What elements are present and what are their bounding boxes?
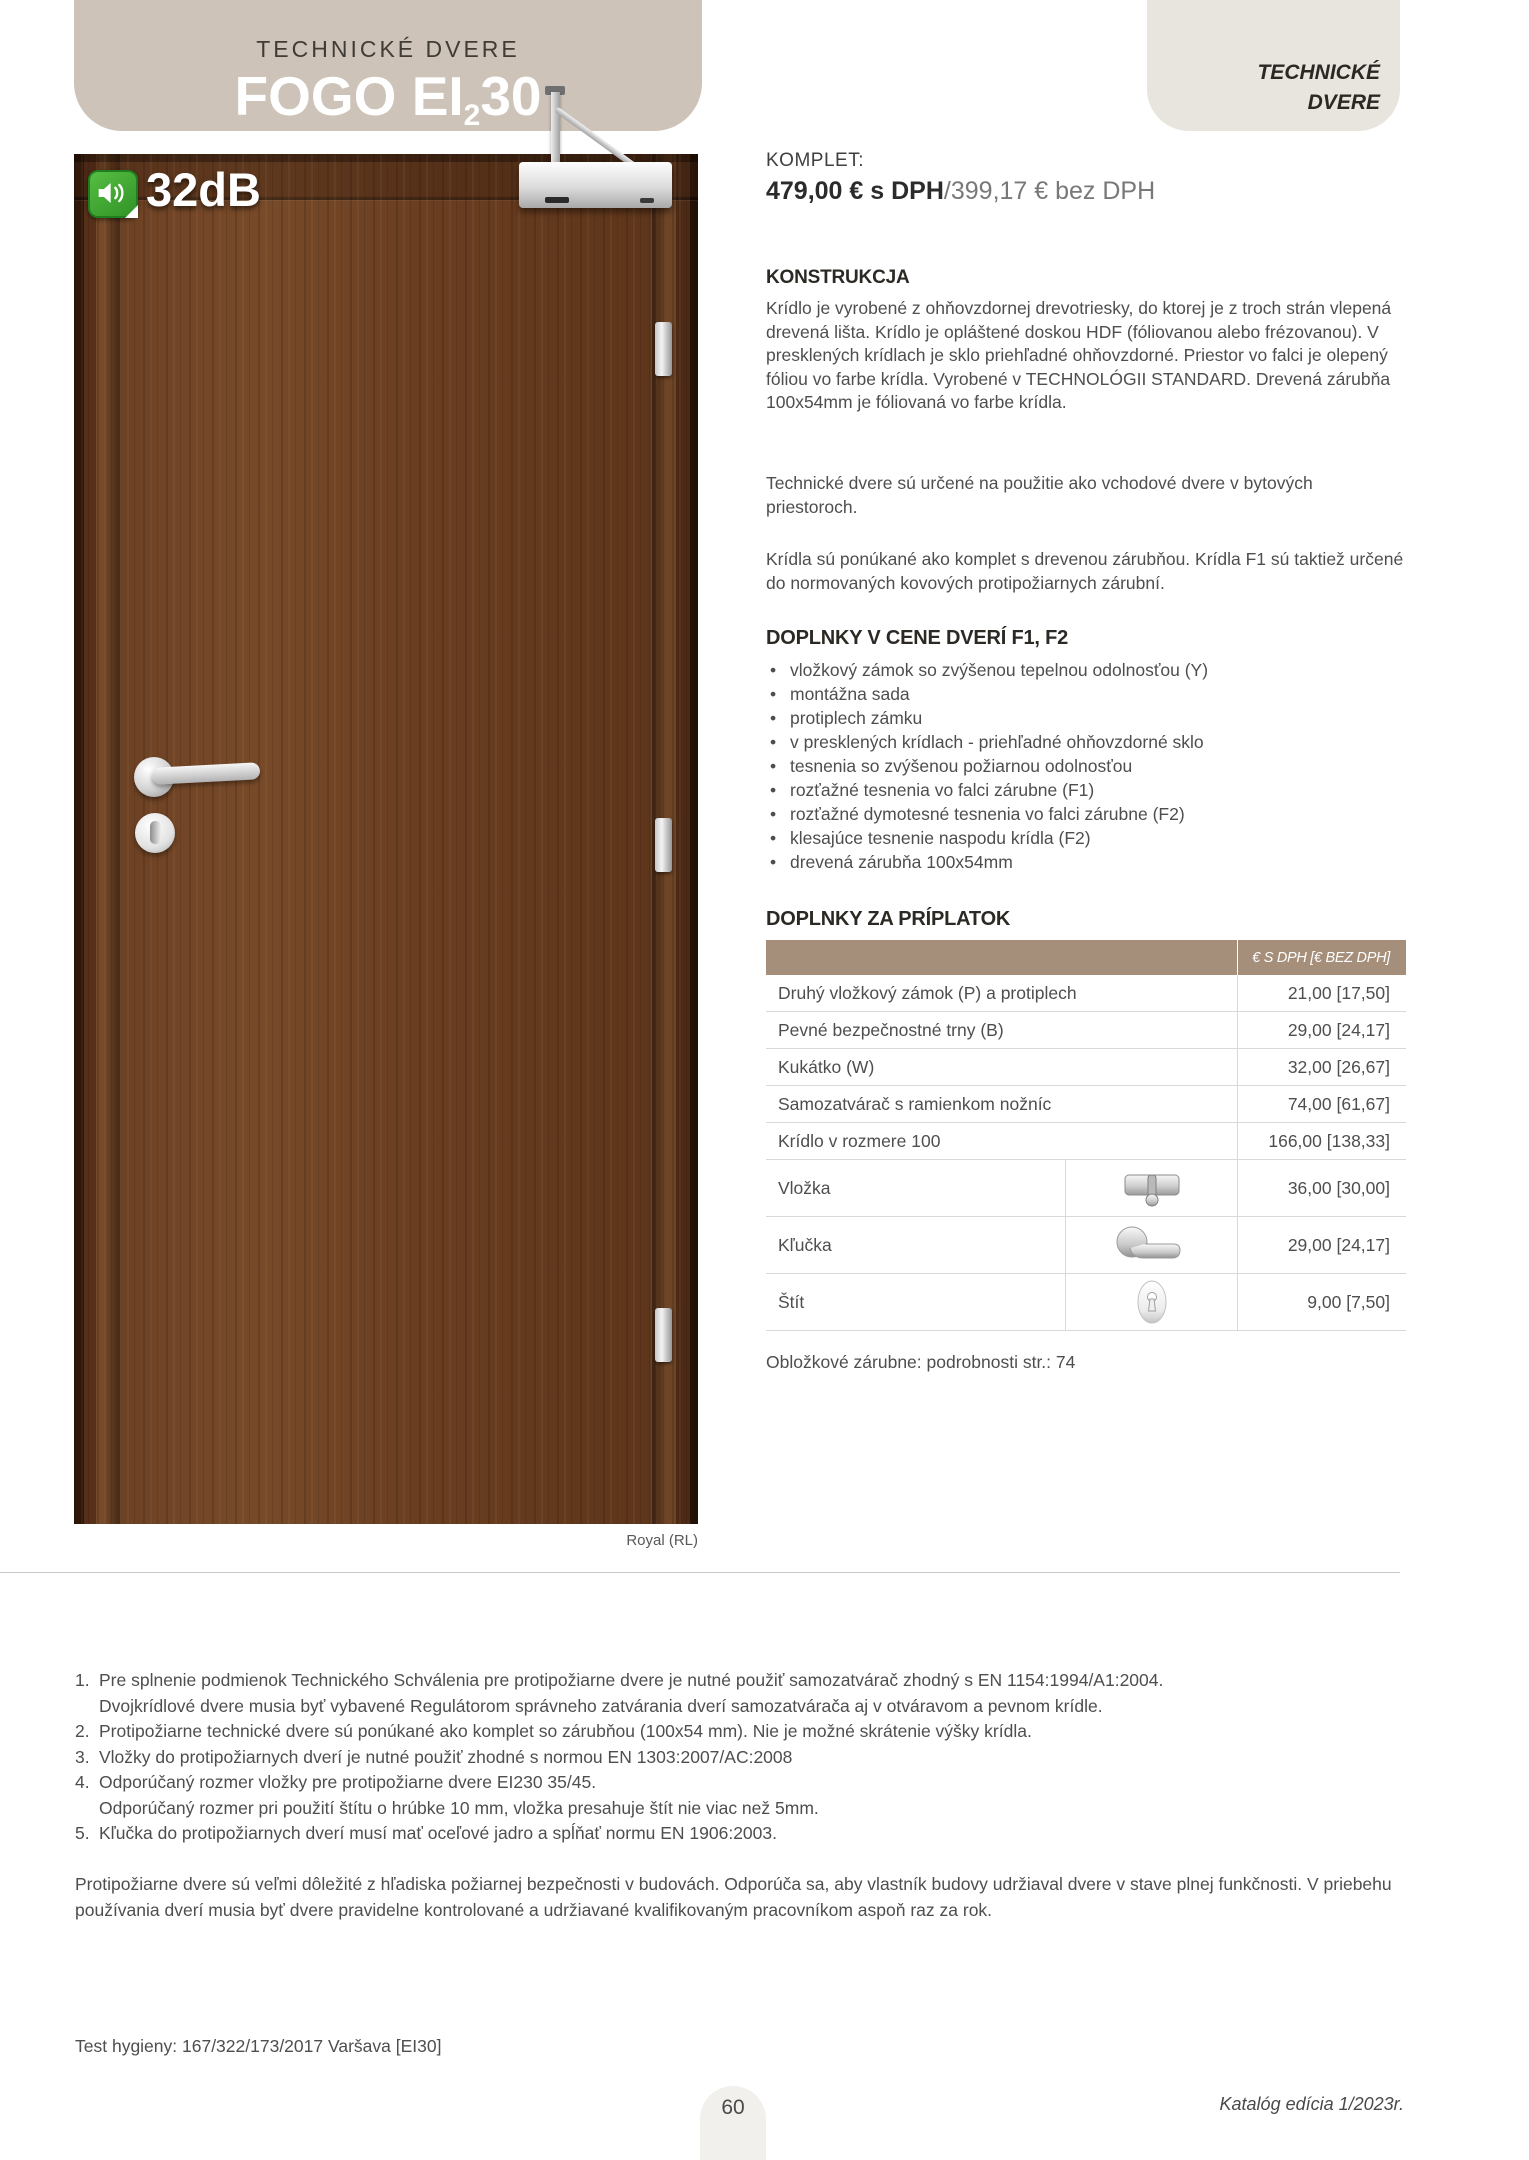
- door-closer-arm: [551, 92, 560, 170]
- footnote-line: Dvojkrídlové dvere musia byť vybavené Regulátorom správneho zatvárania dverí samozatvárača aj v otváravom a pevnom krídle.: [99, 1695, 1103, 1716]
- door-hinge: [655, 1308, 672, 1362]
- footnote-line: 1. Pre splnenie podmienok Technického Schválenia pre protipožiarne dvere je nutné použiť samozatvárač zhodný s EN 1154:1994/A1:2004.: [75, 1670, 1164, 1690]
- list-item: • rozťažné tesnenia vo falci zárubne (F1): [766, 778, 1406, 802]
- door-photo: [74, 154, 698, 1524]
- header-kicker: TECHNICKÉ DVERE: [256, 36, 520, 62]
- table-row: Krídlo v rozmere 100 166,00 [138,33]: [766, 1123, 1406, 1160]
- komplet-label: KOMPLET:: [766, 150, 864, 171]
- table-row: Vložka 36,00 [30,00]: [766, 1160, 1406, 1217]
- details-column: [766, 0, 1406, 1450]
- acoustic-rating-badge: [88, 163, 348, 220]
- table-row: Samozatvárač s ramienkom nožníc 74,00 [61,67]: [766, 1086, 1406, 1123]
- table-row: Druhý vložkový zámok (P) a protiplech 21,00 [17,50]: [766, 975, 1406, 1012]
- page-title-subscript: 2: [463, 99, 481, 132]
- header-banner: [74, 0, 702, 131]
- door-hinge: [655, 818, 672, 872]
- price-with-vat: 479,00 € s DPH: [766, 177, 944, 205]
- list-item: • rozťažné dymotesné tesnenia vo falci zárubne (F2): [766, 802, 1406, 826]
- price-column-header: € S DPH [€ BEZ DPH]: [1237, 940, 1396, 975]
- hygiene-test-note: Test hygieny: 167/322/173/2017 Varšava [EI30]: [75, 2036, 442, 2056]
- closing-paragraph: Protipožiarne dvere sú veľmi dôležité z hľadiska požiarnej bezpečnosti v budovách. Odporúča sa, aby vlastník budovy udržiaval dvere v stave plnej funkčnosti. V priebehu používania dverí musia byť dvere pravidelne kontrolované a udržiavané kvalifikovaným pracovníkom aspoň raz za rok.: [75, 1874, 1392, 1920]
- page-number-tab: [700, 2086, 766, 2160]
- edition-note: Katalóg edícia 1/2023r.: [1219, 2094, 1404, 2114]
- table-row: Štít 9,00 [7,50]: [766, 1274, 1406, 1331]
- page-title-tail: 30: [480, 65, 542, 127]
- cylinder-image: [1065, 1160, 1237, 1216]
- included-list: [766, 658, 1406, 874]
- footnote-line: 3. Vložky do protipožiarnych dverí je nutné použiť zhodné s normou EN 1303:2007/AC:2008: [75, 1746, 793, 1767]
- category-badge-line1: TECHNICKÉ: [1257, 61, 1380, 84]
- door-closer: [519, 162, 672, 208]
- photo-caption: Royal (RL): [626, 1532, 698, 1549]
- list-item: • klesajúce tesnenie naspodu krídla (F2): [766, 826, 1406, 850]
- construction-heading: KONSTRUKCJA: [766, 267, 910, 288]
- speaker-icon: [88, 170, 138, 218]
- footnote-line: 4. Odporúčaný rozmer vložky pre protipožiarne dvere EI230 35/45.: [75, 1772, 597, 1792]
- escutcheon-image: [1065, 1274, 1237, 1330]
- price-line: [766, 177, 1406, 206]
- door-lock-escutcheon: [135, 813, 175, 853]
- list-item: • drevená zárubňa 100x54mm: [766, 850, 1406, 874]
- handle-image: [1065, 1217, 1237, 1273]
- casing-frames-note: Obložkové zárubne: podrobnosti str.: 74: [766, 1352, 1076, 1372]
- surcharge-table: [766, 940, 1406, 1331]
- page-title-main: FOGO EI: [234, 65, 464, 127]
- price-without-vat: /399,17 € bez DPH: [943, 177, 1156, 205]
- table-row: Pevné bezpečnostné trny (B) 29,00 [24,17]: [766, 1012, 1406, 1049]
- list-item: • tesnenia so zvýšenou požiarnou odolnosťou: [766, 754, 1406, 778]
- page-title: [74, 65, 702, 132]
- section-divider: [0, 1572, 1400, 1573]
- door-hinge: [655, 322, 672, 376]
- footnotes: [75, 1668, 1475, 1847]
- category-badge-line2: DVERE: [1307, 91, 1380, 115]
- table-row: Kukátko (W) 32,00 [26,67]: [766, 1049, 1406, 1086]
- footnote-line: Odporúčaný rozmer pri použití štítu o hrúbke 10 mm, vložka presahuje štít nie viac než 5mm.: [99, 1797, 819, 1818]
- footnote-line: 2. Protipožiarne technické dvere sú ponúkané ako komplet so zárubňou (100x54 mm). Nie je možné skrátenie výšky krídla.: [75, 1721, 1032, 1741]
- acoustic-rating-value: 32dB: [146, 163, 261, 216]
- list-item: • v presklených krídlach - priehľadné ohňovzdorné sklo: [766, 730, 1406, 754]
- lock-cylinder: [150, 821, 161, 844]
- footnote-line: 5. Kľučka do protipožiarnych dverí musí mať oceľové jadro a spĺňať normu EN 1906:2003.: [75, 1823, 777, 1843]
- offer-paragraph: Krídla sú ponúkané ako komplet s drevenou zárubňou. Krídla F1 sú taktiež určené do normovaných kovových protipožiarnych zárubní.: [766, 549, 1404, 593]
- list-item: • montážna sada: [766, 682, 1406, 706]
- included-heading: DOPLNKY V CENE DVERÍ F1, F2: [766, 627, 1069, 649]
- list-item: • protiplech zámku: [766, 706, 1406, 730]
- page-number: 60: [721, 2096, 745, 2119]
- construction-paragraph: Krídlo je vyrobené z ohňovzdornej drevotriesky, do ktorej je z troch strán vlepená drevená lišta. Krídlo je opláštené doskou HDF (fóliovanou alebo frézovanou). V presklených krídlach je sklo priehľadné ohňovzdorné. Priestor vo falci je olepený fóliou vo farbe krídla. Vyrobené v TECHNOLÓGII STANDARD. Drevená zárubňa 100x54mm je fóliovaná vo farbe krídla.: [766, 298, 1392, 412]
- table-row: Kľučka 29,00 [24,17]: [766, 1217, 1406, 1274]
- surcharge-heading: DOPLNKY ZA PRÍPLATOK: [766, 908, 1011, 930]
- list-item: • vložkový zámok so zvýšenou tepelnou odolnosťou (Y): [766, 658, 1406, 682]
- table-header-row: [766, 940, 1406, 975]
- usage-paragraph: Technické dvere sú určené na použitie ako vchodové dvere v bytových priestoroch.: [766, 473, 1313, 517]
